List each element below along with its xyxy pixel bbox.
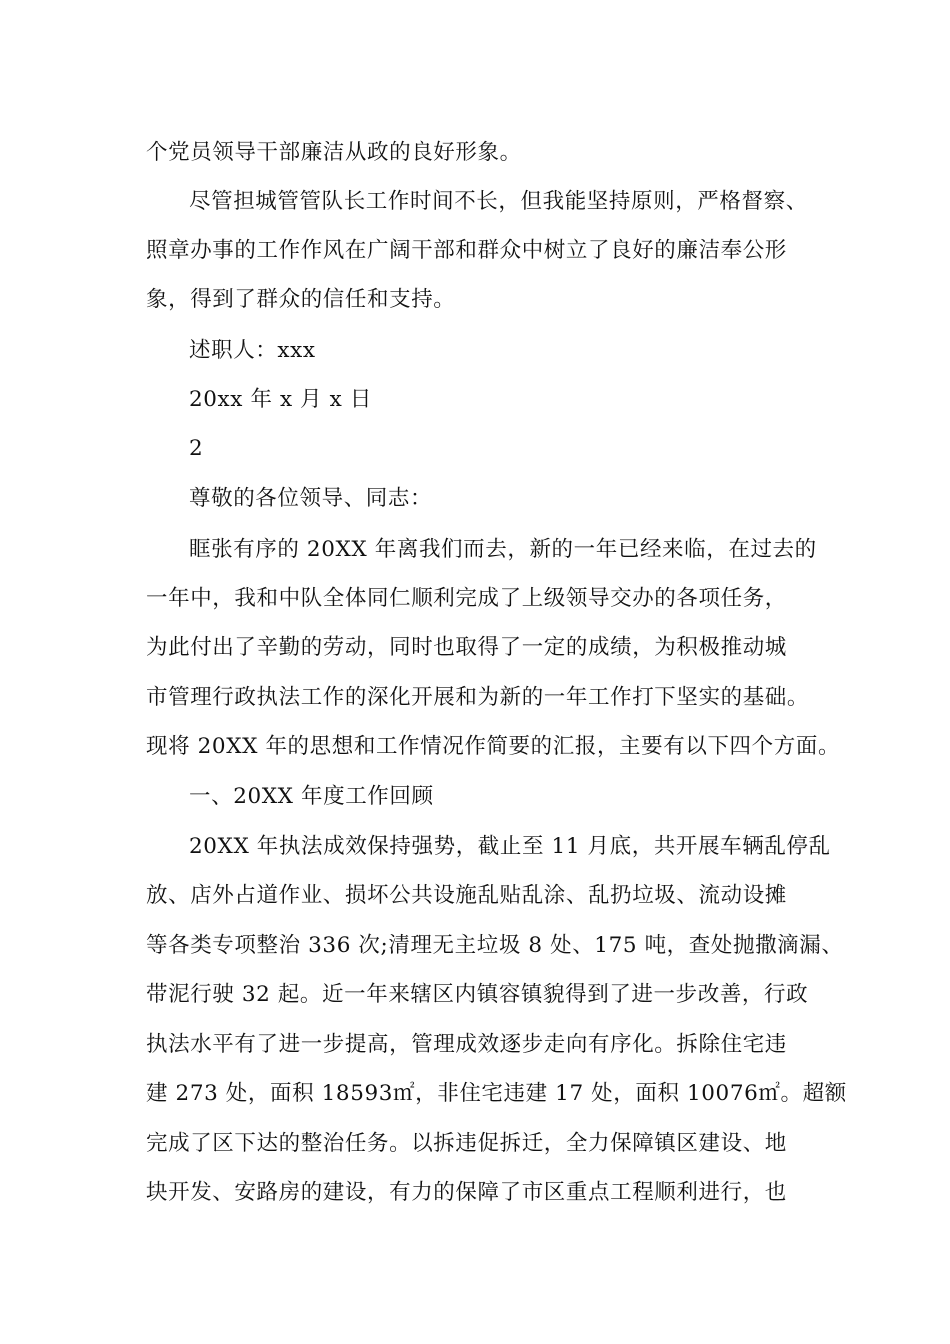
text-line: 等各类专项整治 336 次;清理无主垃圾 8 处、175 吨，查处抛撒滴漏、 xyxy=(146,933,844,958)
text-line: 眶张有序的 20XX 年离我们而去，新的一年已经来临，在过去的 xyxy=(189,537,817,562)
text-line: 为此付出了辛勤的劳动，同时也取得了一定的成绩，为积极推动城 xyxy=(146,635,787,660)
text-line: 20XX 年执法成效保持强势，截止至 11 月底，共开展车辆乱停乱 xyxy=(189,834,831,859)
signature-line: 述职人：xxx xyxy=(189,338,316,363)
text-line: 一年中，我和中队全体同仁顺利完成了上级领导交办的各项任务， xyxy=(146,586,787,611)
text-line: 个党员领导干部廉洁从政的良好形象。 xyxy=(146,140,522,165)
text-line: 象，得到了群众的信任和支持。 xyxy=(146,287,456,312)
text-line: 放、店外占道作业、损坏公共设施乱贴乱涂、乱扔垃圾、流动设摊 xyxy=(146,883,787,908)
text-line: 建 273 处，面积 18593㎡，非住宅违建 17 处，面积 10076㎡。超额 xyxy=(146,1081,847,1106)
section-heading: 一、20XX 年度工作回顾 xyxy=(189,784,434,809)
text-line: 尽管担城管管队长工作时间不长，但我能坚持原则，严格督察、 xyxy=(189,189,808,214)
text-line: 带泥行驶 32 起。近一年来辖区内镇容镇貌得到了进一步改善，行政 xyxy=(146,982,809,1007)
text-line: 现将 20XX 年的思想和工作情况作简要的汇报，主要有以下四个方面。 xyxy=(146,734,841,759)
text-line: 照章办事的工作作风在广阔干部和群众中树立了良好的廉洁奉公形 xyxy=(146,238,787,263)
text-line: 市管理行政执法工作的深化开展和为新的一年工作打下坚实的基础。 xyxy=(146,685,810,710)
text-line: 执法水平有了进一步提高，管理成效逐步走向有序化。拆除住宅违 xyxy=(146,1032,787,1057)
date-line: 20xx 年 x 月 x 日 xyxy=(189,387,372,412)
text-line: 完成了区下达的整治任务。以拆违促拆迁，全力保障镇区建设、地 xyxy=(146,1131,787,1156)
text-line: 块开发、安路房的建设，有力的保障了市区重点工程顺利进行，也 xyxy=(146,1180,787,1205)
section-number: 2 xyxy=(189,436,204,461)
salutation: 尊敬的各位领导、同志： xyxy=(189,486,433,511)
